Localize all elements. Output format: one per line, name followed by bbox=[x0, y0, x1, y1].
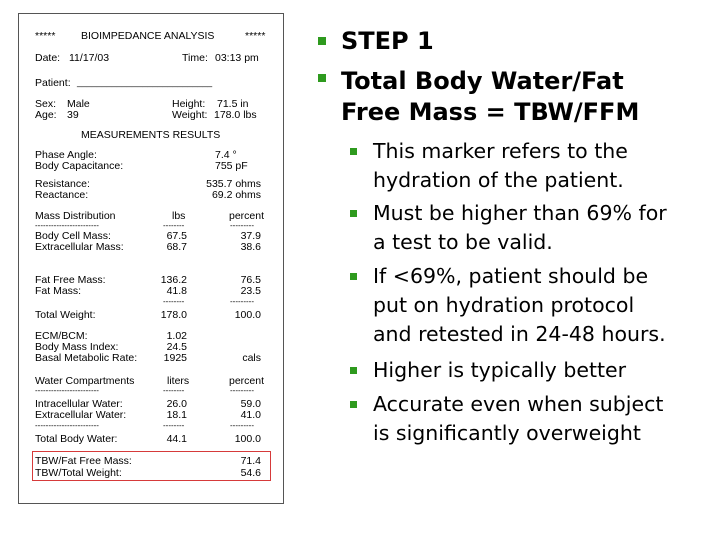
extracellular-water-liters: 18.1 bbox=[166, 409, 187, 421]
header-stars-left: ***** bbox=[35, 30, 56, 42]
fat-mass-lbs: 41.8 bbox=[166, 285, 187, 297]
sub-bullet-3-line1: If <69%, patient should be bbox=[373, 264, 649, 288]
patient-line: ___________________________ bbox=[77, 77, 213, 87]
bmr-value: 1925 bbox=[163, 352, 187, 364]
phase-angle-value: 7.4 ° bbox=[215, 149, 237, 161]
dash-separator: -------- bbox=[163, 297, 185, 306]
extracellular-water-label: Extracellular Water: bbox=[35, 409, 127, 421]
fat-free-mass-pct: 76.5 bbox=[240, 274, 261, 286]
extracellular-mass-lbs: 68.7 bbox=[166, 241, 187, 253]
tbw-ffm-heading-line1: Total Body Water/Fat bbox=[341, 67, 624, 95]
resistance-label: Resistance: bbox=[35, 178, 90, 190]
sub-bullet-3-line3: and retested in 24-48 hours. bbox=[373, 322, 666, 346]
dash-separator: ------------------------ bbox=[35, 221, 99, 230]
age-label: Age: bbox=[35, 109, 57, 121]
total-body-water-pct: 100.0 bbox=[234, 433, 261, 445]
dash-separator: --------- bbox=[230, 386, 254, 395]
dash-separator: --------- bbox=[230, 421, 254, 430]
dash-separator: ------------------------ bbox=[35, 421, 99, 430]
extracellular-mass-pct: 38.6 bbox=[240, 241, 261, 253]
tbw-ffm-highlight-box bbox=[32, 451, 271, 481]
total-weight-lbs: 178.0 bbox=[160, 309, 187, 321]
capacitance-value: 755 pF bbox=[215, 160, 248, 172]
step-heading: STEP 1 bbox=[341, 27, 434, 55]
fat-mass-pct: 23.5 bbox=[240, 285, 261, 297]
bullet-square-icon bbox=[350, 273, 357, 280]
bullet-square-icon bbox=[350, 148, 357, 155]
header-stars-right: ***** bbox=[245, 30, 266, 42]
ecm-bcm-label: ECM/BCM: bbox=[35, 330, 88, 342]
bullet-square-icon bbox=[350, 367, 357, 374]
water-percent-header: percent bbox=[229, 375, 265, 387]
date-label: Date: bbox=[35, 52, 61, 64]
mass-lbs-header: lbs bbox=[172, 210, 186, 222]
intracellular-water-label: Intracellular Water: bbox=[35, 398, 123, 410]
bullet-square-icon bbox=[350, 401, 357, 408]
sub-bullet-5-line1: Accurate even when subject bbox=[373, 392, 664, 416]
mass-percent-header: percent bbox=[229, 210, 265, 222]
intracellular-water-pct: 59.0 bbox=[240, 398, 261, 410]
fat-free-mass-label: Fat Free Mass: bbox=[35, 274, 106, 286]
weight-label: Weight: bbox=[172, 109, 208, 121]
tbw-ffm-value: 71.4 bbox=[240, 455, 261, 467]
time-value: 03:13 pm bbox=[215, 52, 259, 64]
measurements-heading: MEASUREMENTS RESULTS bbox=[81, 129, 221, 141]
sex-value: Male bbox=[67, 98, 90, 110]
sub-bullet-3-line2: put on hydration protocol bbox=[373, 293, 635, 317]
height-label: Height: bbox=[172, 98, 206, 110]
extracellular-water-pct: 41.0 bbox=[240, 409, 261, 421]
dash-separator: -------- bbox=[163, 386, 185, 395]
total-weight-label: Total Weight: bbox=[35, 309, 96, 321]
sub-bullet-4: Higher is typically better bbox=[373, 358, 627, 382]
patient-label: Patient: bbox=[35, 77, 71, 89]
body-cell-mass-pct: 37.9 bbox=[240, 230, 261, 242]
age-value: 39 bbox=[67, 109, 79, 121]
bullet-square-icon bbox=[318, 74, 326, 82]
bmr-unit: cals bbox=[242, 352, 261, 364]
bullet-square-icon bbox=[318, 37, 326, 45]
sub-bullet-1-line2: hydration of the patient. bbox=[373, 168, 624, 192]
bmi-label: Body Mass Index: bbox=[35, 341, 119, 353]
body-cell-mass-label: Body Cell Mass: bbox=[35, 230, 111, 242]
body-cell-mass-lbs: 67.5 bbox=[166, 230, 187, 242]
fat-free-mass-lbs: 136.2 bbox=[160, 274, 187, 286]
total-body-water-liters: 44.1 bbox=[166, 433, 187, 445]
reactance-label: Reactance: bbox=[35, 189, 89, 201]
bioimpedance-report-image bbox=[18, 13, 284, 504]
ecm-bcm-value: 1.02 bbox=[166, 330, 187, 342]
date-value: 11/17/03 bbox=[69, 52, 110, 64]
report-title: BIOIMPEDANCE ANALYSIS bbox=[81, 30, 215, 42]
fat-mass-label: Fat Mass: bbox=[35, 285, 82, 297]
sub-bullet-1-line1: This marker refers to the bbox=[373, 139, 628, 163]
height-value: 71.5 in bbox=[217, 98, 249, 110]
water-compartments-label: Water Compartments bbox=[35, 375, 135, 387]
bmr-label: Basal Metabolic Rate: bbox=[35, 352, 138, 364]
dash-separator: --------- bbox=[230, 221, 254, 230]
resistance-value: 535.7 ohms bbox=[206, 178, 261, 190]
dash-separator: -------- bbox=[163, 421, 185, 430]
bullet-square-icon bbox=[350, 210, 357, 217]
tbw-ffm-label: TBW/Fat Free Mass: bbox=[35, 455, 132, 467]
dash-separator: ------------------------ bbox=[35, 386, 99, 395]
dash-separator: -------- bbox=[163, 221, 185, 230]
capacitance-label: Body Capacitance: bbox=[35, 160, 124, 172]
bmi-value: 24.5 bbox=[166, 341, 187, 353]
sub-bullet-2-line2: a test to be valid. bbox=[373, 230, 553, 254]
sex-label: Sex: bbox=[35, 98, 57, 110]
tbw-total-weight-value: 54.6 bbox=[240, 467, 261, 479]
total-body-water-label: Total Body Water: bbox=[35, 433, 118, 445]
mass-distribution-label: Mass Distribution bbox=[35, 210, 116, 222]
sub-bullet-5-line2: is significantly overweight bbox=[373, 421, 641, 445]
phase-angle-label: Phase Angle: bbox=[35, 149, 97, 161]
weight-value: 178.0 lbs bbox=[214, 109, 257, 121]
intracellular-water-liters: 26.0 bbox=[166, 398, 187, 410]
sub-bullet-2-line1: Must be higher than 69% for bbox=[373, 201, 667, 225]
reactance-value: 69.2 ohms bbox=[211, 189, 261, 201]
tbw-total-weight-label: TBW/Total Weight: bbox=[35, 467, 122, 479]
tbw-ffm-heading-line2: Free Mass = TBW/FFM bbox=[341, 98, 640, 126]
water-liters-header: liters bbox=[167, 375, 190, 387]
total-weight-pct: 100.0 bbox=[234, 309, 261, 321]
time-label: Time: bbox=[182, 52, 208, 64]
extracellular-mass-label: Extracellular Mass: bbox=[35, 241, 124, 253]
dash-separator: --------- bbox=[230, 297, 254, 306]
